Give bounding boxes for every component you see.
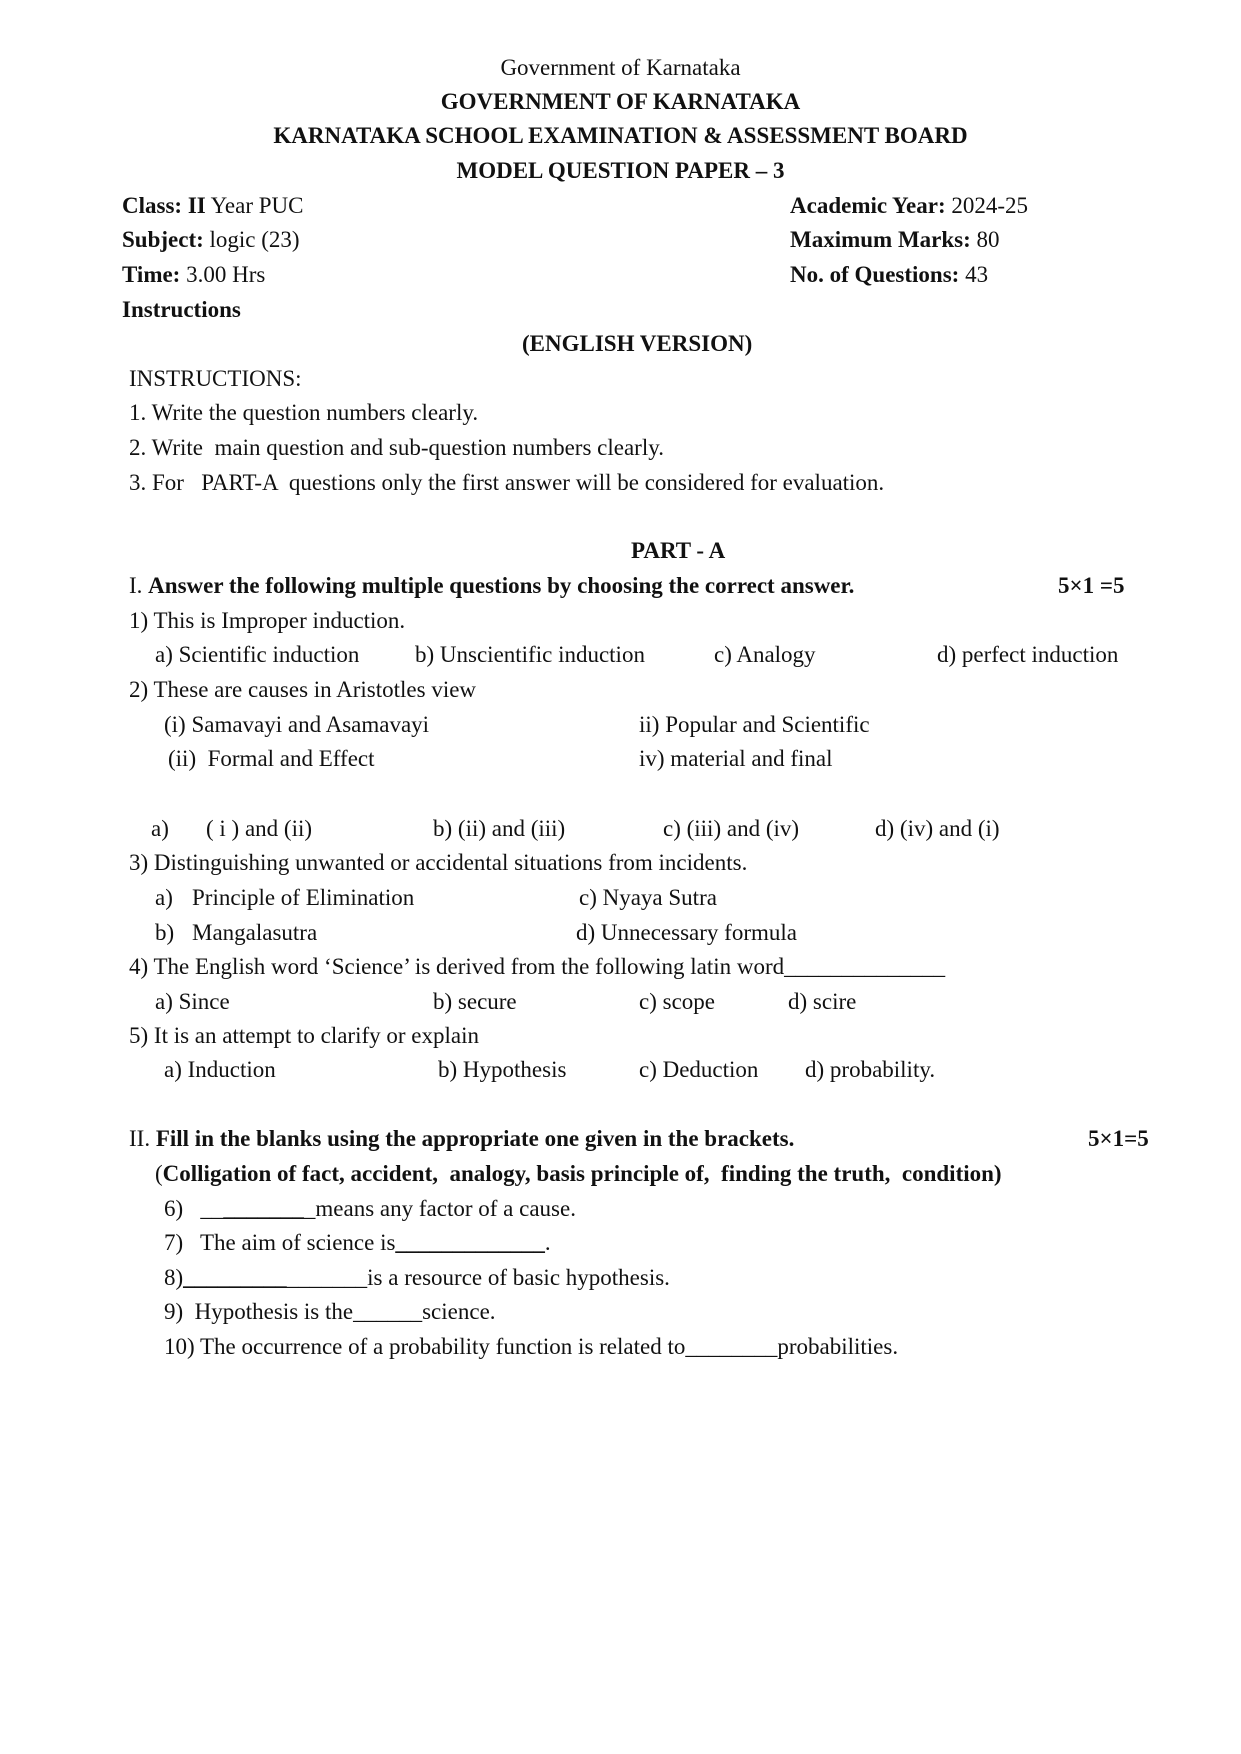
academic-year-info: Academic Year: 2024-25: [790, 193, 1029, 218]
section-2-word-options: (Colligation of fact, accident, analogy, basis principle of, finding the truth, condition): [155, 1161, 1002, 1186]
q3-option-d: d) Unnecessary formula: [576, 920, 797, 945]
q1-option-b: b) Unscientific induction: [415, 642, 645, 667]
q2-item-2: ii) Popular and Scientific: [639, 712, 870, 737]
question-9: 9) Hypothesis is the______science.: [164, 1299, 496, 1324]
q2-item-4: iv) material and final: [639, 746, 833, 771]
part-a-title: PART - A: [631, 538, 726, 563]
q5-option-c: c) Deduction: [639, 1057, 759, 1082]
q2-option-c: c) (iii) and (iv): [663, 816, 800, 841]
q3-option-a: Principle of Elimination: [192, 885, 415, 910]
q3-option-a-label: a): [155, 885, 173, 910]
time-info: Time: 3.00 Hrs: [122, 262, 266, 287]
question-2: 2) These are causes in Aristotles view: [129, 677, 477, 702]
instruction-item: 3. For PART-A questions only the first answer will be considered for evaluation.: [129, 470, 885, 495]
q5-option-b: b) Hypothesis: [438, 1057, 567, 1082]
question-3: 3) Distinguishing unwanted or accidental situations from incidents.: [129, 850, 748, 875]
question-5: 5) It is an attempt to clarify or explain: [129, 1023, 479, 1048]
q4-option-a: a) Since: [155, 989, 230, 1014]
section-1-marks: 5×1 =5: [1058, 573, 1125, 598]
header-government-small: Government of Karnataka: [500, 55, 741, 80]
q2-option-b: b) (ii) and (iii): [433, 816, 566, 841]
class-info: Class: II Year PUC: [122, 193, 304, 218]
q5-option-a: a) Induction: [164, 1057, 276, 1082]
q1-option-d: d) perfect induction: [937, 642, 1119, 667]
q1-option-a: a) Scientific induction: [155, 642, 360, 667]
q2-option-a: ( i ) and (ii): [206, 816, 313, 841]
subject-info: Subject: logic (23): [122, 227, 300, 252]
header-paper-title: MODEL QUESTION PAPER – 3: [456, 158, 785, 183]
question-count-info: No. of Questions: 43: [790, 262, 989, 287]
question-10: 10) The occurrence of a probability function is related to________probabilities.: [164, 1334, 899, 1359]
instructions-heading: INSTRUCTIONS:: [129, 366, 302, 391]
q4-option-b: b) secure: [433, 989, 517, 1014]
q4-option-c: c) scope: [639, 989, 715, 1014]
header-board: KARNATAKA SCHOOL EXAMINATION & ASSESSMENT BOARD: [273, 123, 968, 148]
q4-option-d: d) scire: [788, 989, 857, 1014]
question-6: 6) __________means any factor of a cause.: [164, 1196, 576, 1221]
q2-option-a-label: a): [151, 816, 169, 841]
q5-option-d: d) probability.: [805, 1057, 936, 1082]
section-2-marks: 5×1=5: [1088, 1126, 1149, 1151]
instructions-label: Instructions: [122, 297, 241, 322]
q2-item-3: (ii) Formal and Effect: [168, 746, 375, 771]
header-government: GOVERNMENT OF KARNATAKA: [440, 89, 801, 114]
q3-option-b: Mangalasutra: [192, 920, 318, 945]
question-4: 4) The English word ‘Science’ is derived from the following latin word______________: [129, 954, 946, 979]
q3-option-c: c) Nyaya Sutra: [579, 885, 717, 910]
q2-item-1: (i) Samavayi and Asamavayi: [164, 712, 430, 737]
instruction-item: 2. Write main question and sub-question numbers clearly.: [129, 435, 664, 460]
q3-option-b-label: b): [155, 920, 175, 945]
maximum-marks-info: Maximum Marks: 80: [790, 227, 1000, 252]
section-1-heading: I. Answer the following multiple questions by choosing the correct answer.: [129, 573, 855, 598]
q2-option-d: d) (iv) and (i): [875, 816, 1000, 841]
section-2-heading: II. Fill in the blanks using the appropriate one given in the brackets.: [129, 1126, 795, 1151]
version-label: (ENGLISH VERSION): [522, 331, 753, 356]
instruction-item: 1. Write the question numbers clearly.: [129, 400, 479, 425]
question-8: 8)________________is a resource of basic hypothesis.: [164, 1265, 670, 1290]
question-7: 7) The aim of science is_____________.: [164, 1230, 551, 1255]
question-1: 1) This is Improper induction.: [129, 608, 406, 633]
q1-option-c: c) Analogy: [714, 642, 816, 667]
